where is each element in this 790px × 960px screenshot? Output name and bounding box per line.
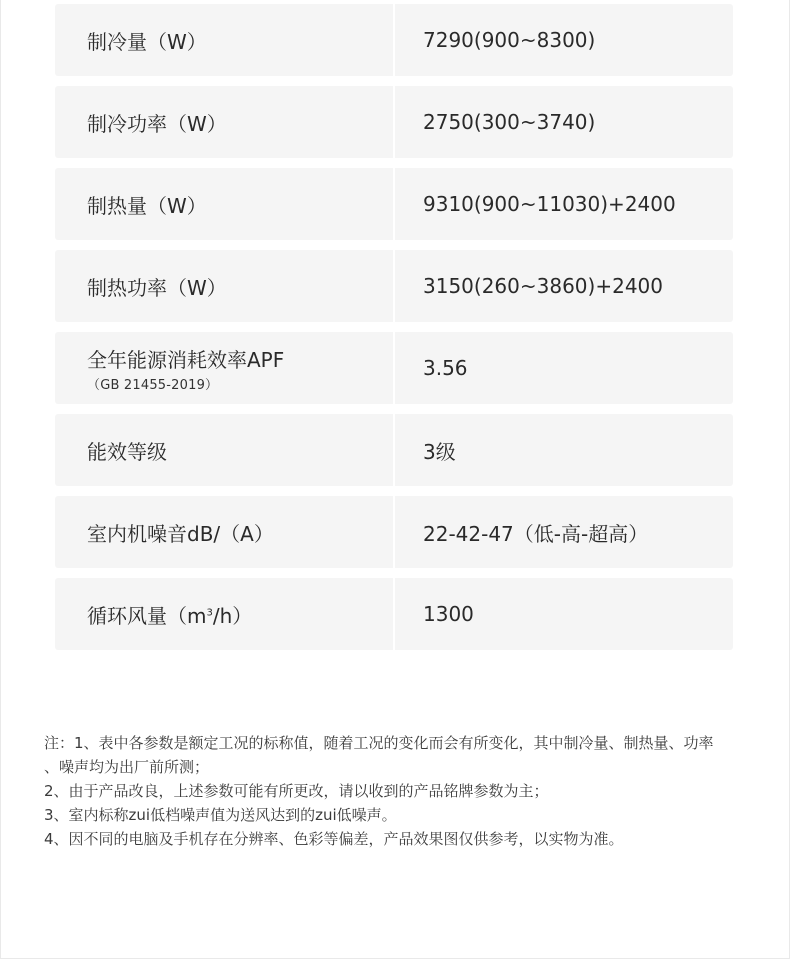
spec-value: 2750(300~3740) (423, 110, 596, 134)
spec-value: 3150(260~3860)+2400 (423, 274, 663, 298)
note-line: 2、由于产品改良，上述参数可能有所更改，请以收到的产品铭牌参数为主； (44, 782, 549, 800)
spec-value: 7290(900~8300) (423, 28, 596, 52)
note-line: 、噪声均为出厂前所测； (44, 758, 210, 776)
spec-row-airflow (55, 578, 733, 650)
spec-table (55, 4, 733, 660)
spec-label: 室内机噪音dB/（A） (87, 521, 274, 546)
spec-label: 制热功率（W） (87, 275, 227, 300)
note-line: 4、因不同的电脑及手机存在分辨率、色彩等偏差，产品效果图仅供参考，以实物为准。 (44, 830, 624, 848)
note-line: 3、室内标称zui低档噪声值为送风达到的zui低噪声。 (44, 806, 397, 824)
spec-label: 能效等级 (87, 439, 167, 464)
spec-row-energy-grade (55, 414, 733, 486)
spec-row-indoor-noise (55, 496, 733, 568)
spec-row-cooling-capacity (55, 4, 733, 76)
spec-label: 制冷量（W） (87, 29, 207, 54)
spec-value: 3级 (423, 439, 456, 464)
spec-label: 全年能源消耗效率APF （GB 21455-2019） (55, 332, 393, 404)
spec-label: 制热量（W） (87, 193, 207, 218)
spec-value: 9310(900~11030)+2400 (423, 192, 676, 216)
spec-row-heating-capacity (55, 168, 733, 240)
spec-label: 制冷功率（W） (87, 111, 227, 136)
spec-label: 循环风量$(m^3/h)$ (87, 603, 253, 628)
spec-row-heating-power (55, 250, 733, 322)
spec-row-cooling-power (55, 86, 733, 158)
spec-value: 1300 (423, 602, 474, 626)
notes-section (44, 731, 764, 851)
spec-row-apf (55, 332, 733, 404)
spec-sublabel: （GB 21455-2019） (87, 377, 219, 393)
note-line: 注：1、表中各参数是额定工况的标称值，随着工况的变化而会有所变化，其中制冷量、制热量、功率 (44, 734, 714, 752)
spec-value: 3.56 (423, 356, 468, 380)
spec-value: 22-42-47（低-高-超高） (423, 521, 649, 546)
